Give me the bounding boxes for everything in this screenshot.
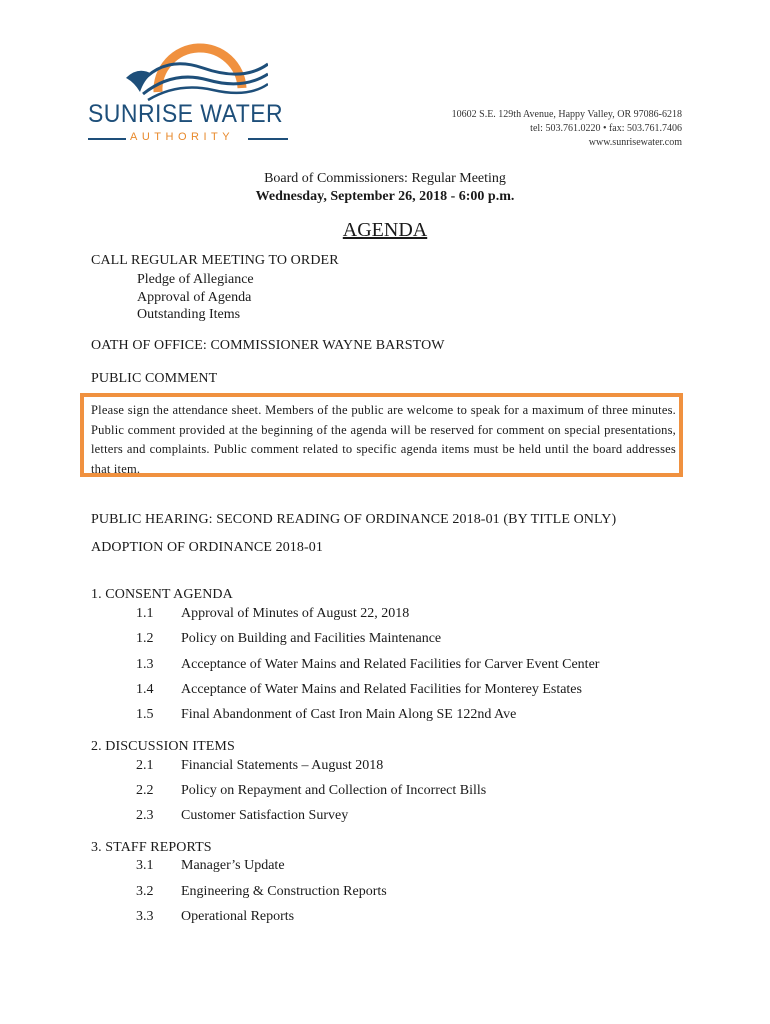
agenda-item: Financial Statements – August 2018 (181, 758, 384, 773)
agenda-item: Engineering & Construction Reports (181, 884, 387, 899)
agenda-item: Customer Satisfaction Survey (181, 808, 349, 823)
section-public-hearing: PUBLIC HEARING: SECOND READING OF ORDINANCE 2018-01 (BY TITLE ONLY) (91, 512, 617, 527)
section-consent-agenda: 1. CONSENT AGENDA (91, 587, 233, 602)
call-item: Approval of Agenda (137, 290, 252, 305)
section-public-comment: PUBLIC COMMENT (91, 371, 218, 386)
item-number: 3.2 (136, 884, 154, 899)
agenda-item: Acceptance of Water Mains and Related Facilities for Carver Event Center (181, 657, 600, 672)
agenda-item: Final Abandonment of Cast Iron Main Along SE 122nd Ave (181, 707, 517, 722)
public-comment-notice: Please sign the attendance sheet. Members of the public are welcome to speak for a maximum of three minutes. Public comment provided at the beginning of the agenda will be reserved for comment on special presentations, letters and complaints. Public comment related to specific agenda items must be held until the board addresses that item. (91, 403, 676, 476)
item-number: 3.3 (136, 909, 154, 924)
section-staff-reports: 3. STAFF REPORTS (91, 840, 212, 855)
item-number: 1.4 (136, 682, 154, 697)
item-number: 2.1 (136, 758, 154, 773)
item-number: 1.5 (136, 707, 154, 722)
call-item: Outstanding Items (137, 307, 241, 322)
agenda-item: Acceptance of Water Mains and Related Facilities for Monterey Estates (181, 682, 582, 697)
phone-fax-line: tel: 503.761.0220 • fax: 503.761.7406 (530, 123, 682, 134)
section-oath-of-office: OATH OF OFFICE: COMMISSIONER WAYNE BARSTOW (91, 338, 445, 353)
section-call-to-order: CALL REGULAR MEETING TO ORDER (91, 253, 339, 268)
agenda-item: Approval of Minutes of August 22, 2018 (181, 606, 410, 621)
website-line: www.sunrisewater.com (588, 137, 682, 148)
logo-subtitle: AUTHORITY (88, 131, 288, 145)
item-number: 2.2 (136, 783, 154, 798)
agenda-item: Policy on Building and Facilities Maintenance (181, 631, 442, 646)
call-item: Pledge of Allegiance (137, 272, 254, 287)
sunrise-logo-icon (118, 42, 268, 102)
sunrise-water-logo (88, 42, 288, 146)
logo-name: SUNRISE WATER (88, 100, 284, 128)
item-number: 1.2 (136, 631, 154, 646)
item-number: 1.1 (136, 606, 154, 621)
item-number: 1.3 (136, 657, 154, 672)
agenda-heading: AGENDA (342, 219, 428, 241)
agenda-item: Manager’s Update (181, 858, 285, 873)
agenda-item: Operational Reports (181, 909, 295, 924)
section-adoption: ADOPTION OF ORDINANCE 2018-01 (91, 540, 323, 555)
meeting-date: Wednesday, September 26, 2018 - 6:00 p.m. (255, 189, 515, 204)
section-discussion-items: 2. DISCUSSION ITEMS (91, 739, 235, 754)
item-number: 2.3 (136, 808, 154, 823)
address-line: 10602 S.E. 129th Avenue, Happy Valley, OR 97086-6218 (451, 109, 682, 120)
meeting-title: Board of Commissioners: Regular Meeting (264, 171, 506, 186)
item-number: 3.1 (136, 858, 154, 873)
agenda-item: Policy on Repayment and Collection of Incorrect Bills (181, 783, 487, 798)
public-comment-notice-box (80, 393, 683, 477)
